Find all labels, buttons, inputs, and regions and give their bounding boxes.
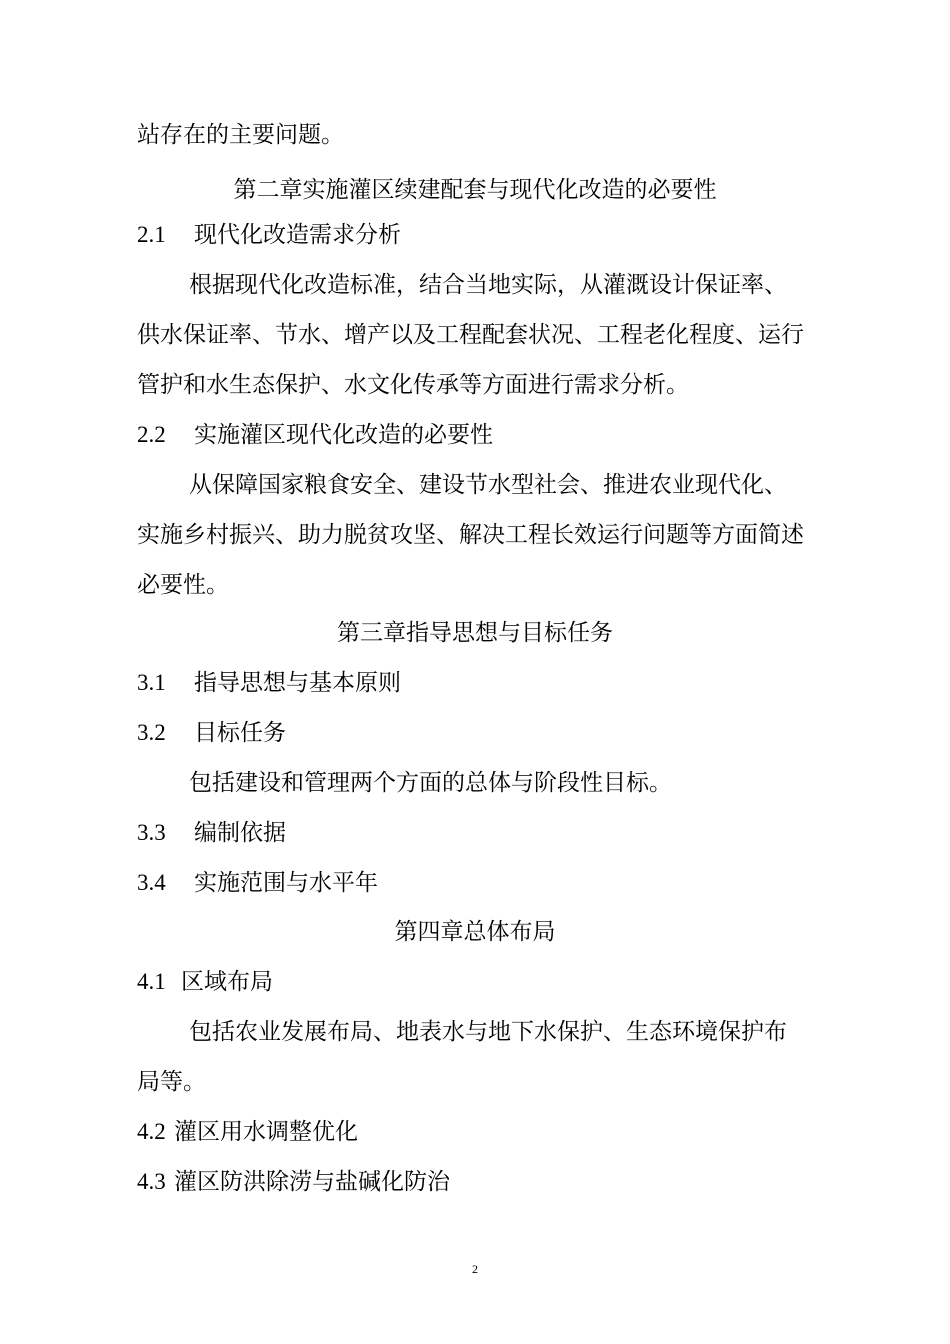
paragraph-line: 实施乡村振兴、助力脱贫攻坚、解决工程长效运行问题等方面简述 — [137, 522, 804, 548]
section-title: 区域布局 — [181, 969, 273, 995]
section-title: 实施范围与水平年 — [194, 870, 378, 896]
paragraph-line: 供水保证率、节水、增产以及工程配套状况、工程老化程度、运行 — [137, 322, 804, 348]
section-title: 现代化改造需求分析 — [194, 222, 401, 248]
section-2-1-heading — [137, 220, 827, 250]
section-number: 4.3 — [137, 1169, 166, 1194]
paragraph-line: 局等。 — [137, 1069, 206, 1095]
section-title: 灌区防洪除涝与盐碱化防治 — [174, 1169, 450, 1195]
section-3-4-heading — [137, 868, 827, 898]
section-3-2-heading — [137, 718, 827, 748]
section-2-2-heading — [137, 420, 827, 450]
paragraph-line: 包括农业发展布局、地表水与地下水保护、生态环境保护布 — [189, 1019, 787, 1045]
section-4-3-heading — [137, 1167, 827, 1197]
section-4-2-heading — [137, 1117, 827, 1147]
section-number: 3.2 — [137, 720, 166, 745]
section-3-1-heading — [137, 668, 827, 698]
page-number: 2 — [472, 1262, 478, 1276]
section-number: 3.4 — [137, 870, 166, 895]
chapter-4-heading: 第四章总体布局 — [394, 919, 556, 945]
section-title: 编制依据 — [194, 820, 286, 846]
chapter-2-heading: 第二章实施灌区续建配套与现代化改造的必要性 — [233, 177, 717, 203]
section-title: 实施灌区现代化改造的必要性 — [194, 422, 493, 448]
paragraph-line: 包括建设和管理两个方面的总体与阶段性目标。 — [189, 770, 672, 796]
paragraph-continuation: 站存在的主要问题。 — [137, 122, 344, 148]
section-number: 4.2 — [137, 1119, 166, 1144]
chapter-3-heading: 第三章指导思想与目标任务 — [337, 620, 613, 646]
section-number: 2.2 — [137, 422, 166, 447]
section-title: 指导思想与基本原则 — [194, 670, 401, 696]
section-4-1-heading — [137, 967, 827, 997]
paragraph-line: 必要性。 — [137, 572, 229, 598]
section-number: 4.1 — [137, 969, 166, 994]
paragraph-line: 从保障国家粮食安全、建设节水型社会、推进农业现代化、 — [189, 472, 787, 498]
section-title: 灌区用水调整优化 — [174, 1119, 358, 1145]
paragraph-line: 管护和水生态保护、水文化传承等方面进行需求分析。 — [137, 372, 689, 398]
section-number: 3.1 — [137, 670, 166, 695]
section-number: 3.3 — [137, 820, 166, 845]
section-number: 2.1 — [137, 222, 166, 247]
section-3-3-heading — [137, 818, 827, 848]
paragraph-line: 根据现代化改造标准，结合当地实际，从灌溉设计保证率、 — [189, 272, 787, 298]
section-title: 目标任务 — [194, 720, 286, 746]
